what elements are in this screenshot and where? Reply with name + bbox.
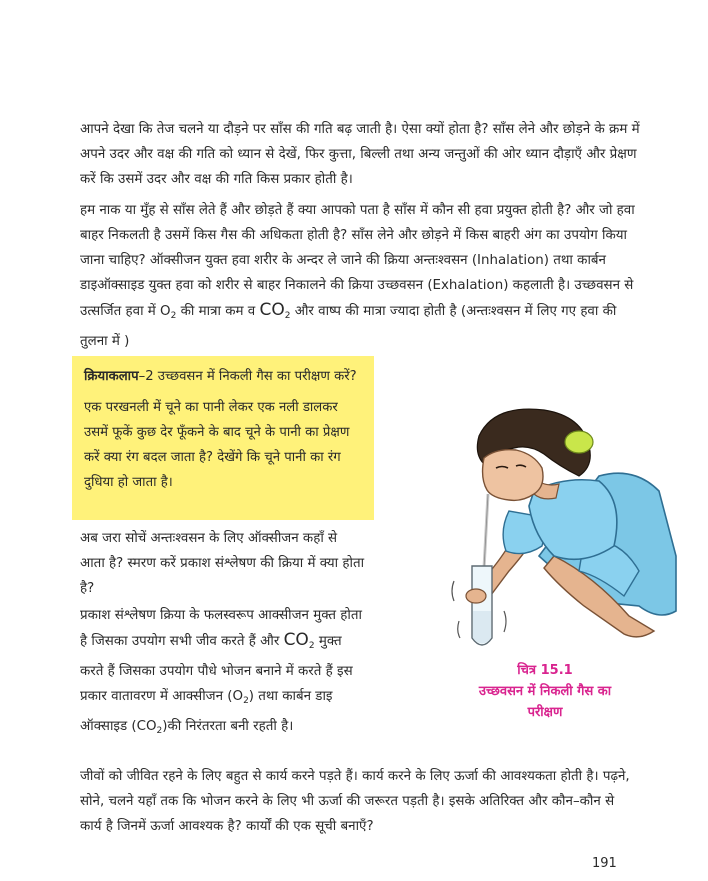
- para4-part2: मुक्त करते हैं जिसका उपयोग पौधे भोजन बनाने में करते हैं इस प्रकार वातावरण में आक्सीजन (O: [80, 634, 353, 704]
- girl-blowing-test-tube-illustration: [384, 406, 684, 666]
- motion-mark: [452, 581, 454, 601]
- figure-caption-text: उच्छवसन में निकली गैस का परीक्षण: [478, 684, 612, 720]
- co2-subscript-a: 2: [308, 641, 315, 651]
- para2-end: और वाष्प की मात्रा ज्यादा होती है (अन्तःश्वसन में लिए गए हवा की तुलना में ): [80, 304, 617, 349]
- activity-body: एक परखनली में चूने का पानी लेकर एक नली डालकर उसमें फूकें कुछ देर फूँकने के बाद चूने के पानी का प्रेक्षण करें क्या रंग बदल जाता है? देखेंगे कि चूने पानी का रंग दुधिया हो जाता है।: [84, 400, 350, 490]
- hand: [466, 589, 486, 603]
- co2-subscript: 2: [284, 311, 291, 321]
- motion-mark-3: [504, 611, 506, 632]
- hair-clip: [565, 431, 593, 453]
- figure-caption: [470, 660, 620, 723]
- paragraph-photosynthesis: [80, 603, 366, 744]
- activity-title-rest: –2 उच्छवसन में निकली गैस का परीक्षण करें?: [138, 369, 357, 384]
- paragraph-energy: जीवों को जीवित रहने के लिए बहुत से कार्य करने पड़ते हैं। कार्य करने के लिए ऊर्जा की आवश्यकता होती है। पढ़ने, सोने, चलने यहाँ तक कि भोजन करने के लिए भी ऊर्जा की जरूरत पड़ती है। इसके अतिरिक्त और कौन–कौन से कार्य है जिनमें ऊर्जा आवश्यक है? कार्यों की एक सूची बनाएँ?: [80, 769, 630, 834]
- paragraph-breathing-rate: आपने देखा कि तेज चलने या दौड़ने पर साँस की गति बढ़ जाती है। ऐसा क्यों होता है? साँस लेने और छोड़ने के क्रम में अपने उदर और वक्ष की गति को ध्यान से देखें, फिर कुत्ता, बिल्ली तथा अन्य जन्तुओं की ओर ध्यान दौड़ाएँ और प्रेक्षण करें कि उसमें उदर और वक्ष की गति किस प्रकार होती है।: [80, 122, 640, 187]
- activity-heading: [84, 364, 364, 389]
- paragraph-oxygen-source: अब जरा सोचें अन्तःश्वसन के लिए ऑक्सीजन कहाँ से आता है? स्मरण करें प्रकाश संश्लेषण की क्रिया में क्या होता है?: [80, 531, 365, 596]
- o2-subscript: 2: [170, 311, 177, 321]
- para2-main: हम नाक या मुँह से साँस लेते हैं और छोड़ते हैं क्या आपको पता है साँस में कौन सी हवा प्रयुक्त होती है? और जो हवा बाहर निकलती है उसमें किस गैस की अधिकता होती है? साँस लेने और छोड़ने में किस बाहरी अंग का उपयोग किया जाना चाहिए? ऑक्सीजन युक्त हवा शरीर के अन्दर ले जाने की क्रिया अन्तःश्वसन (Inhalation) तथा कार्बन डाइऑक्साइड युक्त हवा को शरीर से बाहर निकालने की क्रिया उच्छवसन (Exhalation) कहलाती है। उच्छवसन से उत्सर्जित हवा में O: [80, 203, 635, 319]
- lime-water: [473, 611, 491, 644]
- para4-part4: )की निरंतरता बनी रहती है।: [162, 719, 294, 734]
- para2-mid: की मात्रा कम व: [176, 304, 260, 319]
- co2-subscript-b: 2: [156, 726, 163, 736]
- face: [483, 450, 543, 501]
- para4-part3: ) तथा कार्बन डाइ ऑक्साइड (CO: [80, 689, 333, 734]
- co2-symbol-a: CO: [283, 630, 309, 650]
- motion-mark-2: [458, 621, 460, 638]
- para4-part1: प्रकाश संश्लेषण क्रिया के फलस्वरूप आक्सीजन मुक्त होता है जिसका उपयोग सभी जीव करते हैं और: [80, 608, 362, 649]
- o2-subscript-b: 2: [243, 696, 249, 706]
- activity-box: [72, 356, 374, 520]
- paragraph-inhalation-exhalation: [80, 198, 640, 354]
- page-number: 191: [592, 856, 617, 871]
- activity-title: क्रियाकलाप: [84, 369, 139, 384]
- co2-symbol: CO: [259, 300, 285, 320]
- figure-label: चित्र 15.1: [517, 663, 573, 678]
